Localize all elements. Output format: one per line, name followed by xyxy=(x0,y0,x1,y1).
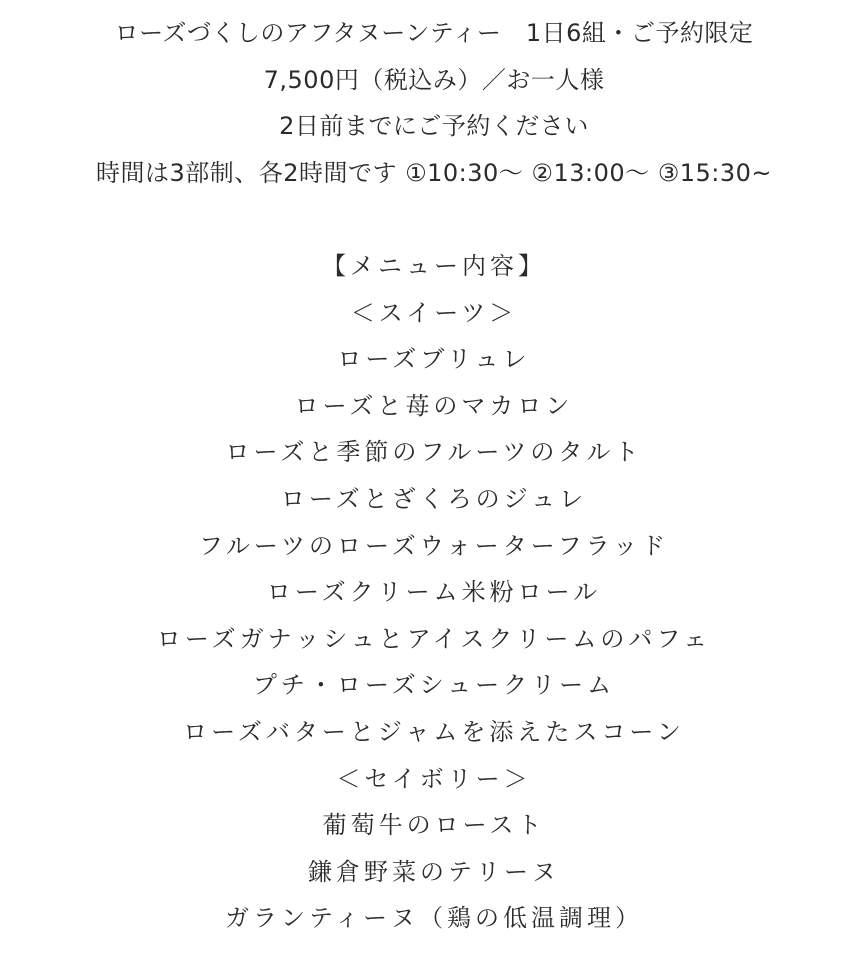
afternoon-tea-document xyxy=(0,10,868,942)
section-spacer xyxy=(0,196,868,243)
menu-section xyxy=(0,243,868,942)
price-line: 7,500円（税込み）／お一人様 xyxy=(263,65,605,94)
menu-item-sweet: ローズバターとジャムを添えたスコーン xyxy=(183,717,685,746)
reservation-deadline-line: 2日前までにご予約ください xyxy=(279,112,589,141)
menu-item-savory: 葡萄牛のロースト xyxy=(322,811,546,840)
menu-item-sweet: フルーツのローズウォーターフラッド xyxy=(198,531,670,560)
event-title-line: ローズづくしのアフタヌーンティー 1日6組・ご予約限定 xyxy=(114,19,754,47)
menu-item-sweet: ローズと苺のマカロン xyxy=(294,391,574,420)
sweets-heading: ＜スイーツ＞ xyxy=(350,298,518,327)
menu-item-sweet: プチ・ローズシュークリーム xyxy=(252,671,616,700)
time-slots-line: 時間は3部制、各2時間です ①10:30〜 ②13:00〜 ③15:30~ xyxy=(95,158,773,187)
menu-item-sweet: ローズガナッシュとアイスクリームのパフェ xyxy=(156,624,712,653)
menu-item-sweet: ローズブリュレ xyxy=(337,345,531,374)
menu-heading: 【メニュー内容】 xyxy=(322,251,546,280)
event-info xyxy=(0,10,868,196)
menu-item-sweet: ローズと季節のフルーツのタルト xyxy=(225,438,643,467)
menu-item-savory: ガランティーヌ（鶏の低温調理） xyxy=(224,904,644,933)
menu-item-savory: 鎌倉野菜のテリーヌ xyxy=(308,857,560,886)
savory-heading: ＜セイボリー＞ xyxy=(336,764,532,793)
menu-item-sweet: ローズクリーム米粉ロール xyxy=(266,578,602,607)
menu-item-sweet: ローズとざくろのジュレ xyxy=(280,484,588,513)
